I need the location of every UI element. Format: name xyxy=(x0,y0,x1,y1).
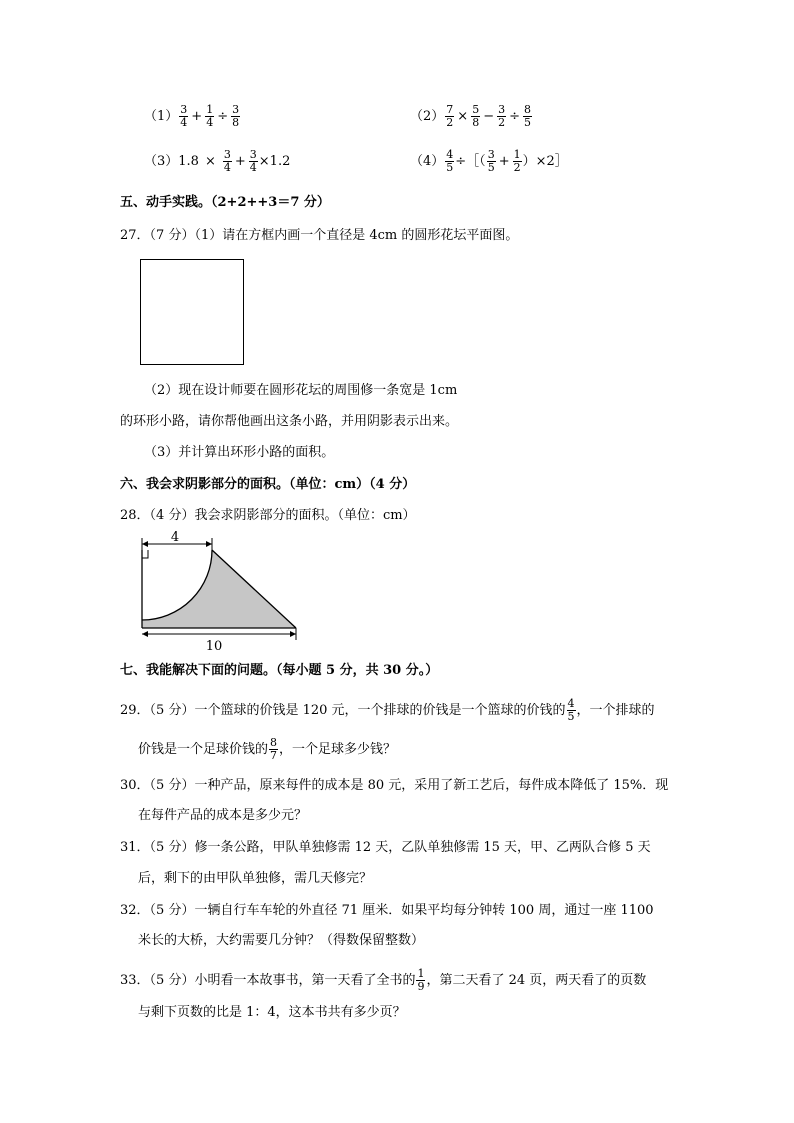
calc-label: （4） xyxy=(410,154,445,169)
operator: ÷ xyxy=(509,109,520,124)
fraction: $\frac{1}{9}$ xyxy=(417,967,425,993)
fraction: $\frac{3}{4}$ xyxy=(180,103,188,129)
operator: × xyxy=(457,109,469,124)
calc-problem-2 xyxy=(410,104,533,129)
question-27-text: 27．（7 分）（1）请在方框内画一个直径是 4cm 的圆形花坛平面图。 xyxy=(120,228,519,243)
operator: + xyxy=(498,154,510,169)
fraction: $\frac{1}{2}$ xyxy=(513,148,521,174)
fraction: $\frac{4}{5}$ xyxy=(446,148,454,174)
question-27-part2-cont: 的环形小路，请你帮他画出这条小路，并用阴影表示出来。 xyxy=(120,414,459,429)
calc-problem-3 xyxy=(144,149,290,174)
question-31-line2: 后，剩下的由甲队单独修，需几天修完？ xyxy=(138,871,373,886)
question-30-line2: 在每件产品的成本是多少元？ xyxy=(138,808,308,823)
expr-tail: ×1.2 xyxy=(258,154,291,169)
section-heading-7: 七、我能解决下面的问题。（每小题 5 分，共 30 分。） xyxy=(120,663,439,678)
fraction: $\frac{4}{5}$ xyxy=(567,697,575,723)
operator: + xyxy=(234,154,246,169)
dim-top-label: 4 xyxy=(170,530,180,545)
fraction: $\frac{3}{2}$ xyxy=(498,103,506,129)
calc-label: （1） xyxy=(144,109,179,124)
fraction: $\frac{8}{5}$ xyxy=(524,103,531,129)
calc-label: （3） xyxy=(144,154,179,169)
section-heading-6: 六、我会求阴影部分的面积。（单位：cm）（4 分） xyxy=(120,477,416,492)
operator: × xyxy=(204,154,216,169)
number: 1.8 xyxy=(178,154,199,169)
calc-label: （2） xyxy=(410,109,445,124)
calc-problem-1 xyxy=(144,104,241,129)
dim-bottom-label: 10 xyxy=(205,639,223,654)
shaded-area-figure xyxy=(134,528,304,658)
calc-problem-4 xyxy=(410,149,568,174)
fraction: $\frac{3}{8}$ xyxy=(232,103,240,129)
fraction: $\frac{3}{5}$ xyxy=(487,148,495,174)
fraction: $\frac{5}{8}$ xyxy=(472,103,480,129)
question-29-line2: 价钱是一个足球价钱的 $\frac{8}{7}$ ，一个足球多少钱？ xyxy=(138,736,397,762)
question-33-line2: 与剩下页数的比是 1：4，这本书共有多少页？ xyxy=(138,1005,406,1020)
question-27-part3: （3）并计算出环形小路的面积。 xyxy=(144,445,335,460)
expr-tail: ）×2］ xyxy=(522,154,568,169)
question-27-part2: （2）现在设计师要在圆形花坛的周围修一条宽是 1cm xyxy=(144,383,458,398)
fraction: $\frac{1}{4}$ xyxy=(206,103,214,129)
right-angle-mark xyxy=(142,550,148,558)
question-30-line1: 30．（5 分）一种产品，原来每件的成本是 80 元，采用了新工艺后，每件成本降低了 15%．现 xyxy=(120,778,669,793)
drawing-box[interactable] xyxy=(140,259,244,365)
question-33-line1: 33．（5 分）小明看一本故事书，第一天看了全书的 $\frac{1}{9}$ ，第二天看了 24 页，两天看了的页数 xyxy=(120,967,647,993)
expr-mid: ÷［（ xyxy=(455,154,486,169)
fraction: $\frac{7}{2}$ xyxy=(446,103,454,129)
fraction: $\frac{3}{4}$ xyxy=(249,148,257,174)
question-28-text: 28．（4 分）我会求阴影部分的面积。（单位：cm） xyxy=(120,508,416,523)
operator: − xyxy=(483,109,495,124)
fraction: $\frac{8}{7}$ xyxy=(270,736,278,762)
operator: ÷ xyxy=(217,109,229,124)
question-29-line1: 29．（5 分）一个篮球的价钱是 120 元，一个排球的价钱是一个篮球的价钱的 $\frac{4}{5}$ ，一个排球的 xyxy=(120,697,655,723)
section-heading-5: 五、动手实践。（2+2++3＝7 分） xyxy=(120,195,330,210)
operator: + xyxy=(191,109,203,124)
question-31-line1: 31．（5 分）修一条公路，甲队单独修需 12 天，乙队单独修需 15 天，甲、乙两队合修 5 天 xyxy=(120,840,651,855)
question-32-line2: 米长的大桥，大约需要几分钟？（得数保留整数） xyxy=(138,933,425,948)
question-32-line1: 32．（5 分）一辆自行车车轮的外直径 71 厘米．如果平均每分钟转 100 周，通过一座 1100 xyxy=(120,903,654,918)
fraction: $\frac{3}{4}$ xyxy=(223,148,231,174)
